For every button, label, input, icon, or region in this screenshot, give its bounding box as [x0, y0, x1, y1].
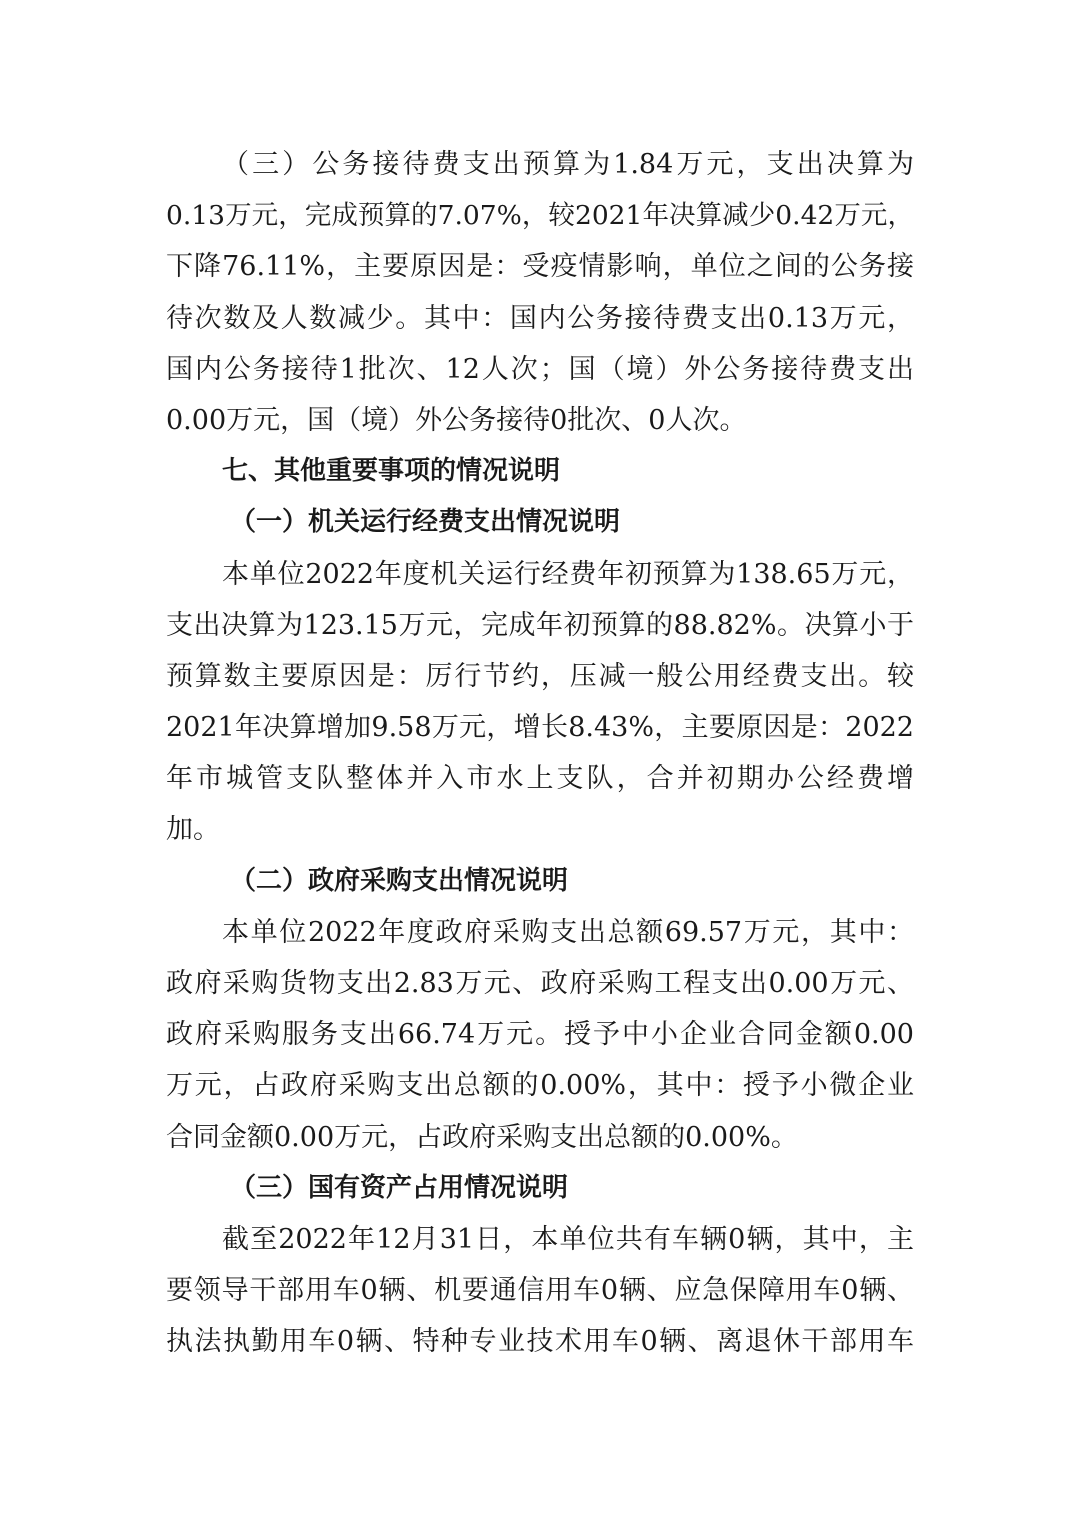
- operating-expenses-paragraph: [166, 549, 914, 856]
- paragraph-line: 0.00万元，国（境）外公务接待0批次、0人次。: [166, 404, 747, 436]
- paragraph-line: 要领导干部用车0辆、机要通信用车0辆、应急保障用车0辆、: [166, 1275, 914, 1307]
- paragraph-line: 万元，占政府采购支出总额的0.00%，其中：授予小微企业: [166, 1070, 914, 1102]
- paragraph-line: 0.13万元，完成预算的7.07%，较2021年决算减少0.42万元，: [166, 200, 914, 232]
- paragraph-line: 截至2022年12月31日，本单位共有车辆0辆，其中，主: [222, 1223, 914, 1255]
- paragraph-line: 加。: [166, 814, 220, 846]
- subsection-heading: （三）国有资产占用情况说明: [230, 1172, 569, 1203]
- subsection-heading: （一）机关运行经费支出情况说明: [230, 507, 621, 538]
- paragraph-line: 本单位2022年度机关运行经费年初预算为138.65万元，: [222, 558, 914, 590]
- paragraph-line: 预算数主要原因是：厉行节约，压减一般公用经费支出。较: [166, 660, 914, 692]
- paragraph-line: 年市城管支队整体并入市水上支队，合并初期办公经费增: [166, 763, 914, 795]
- paragraph-line: 合同金额0.00万元，占政府采购支出总额的0.00%。: [166, 1121, 798, 1153]
- paragraph-line: 2021年决算增加9.58万元，增长8.43%，主要原因是：2022: [166, 712, 914, 744]
- assets-paragraph: [166, 1214, 914, 1368]
- paragraph-line: 本单位2022年度政府采购支出总额69.57万元，其中：: [222, 916, 914, 948]
- paragraph-line: 待次数及人数减少。其中：国内公务接待费支出0.13万元，: [166, 302, 914, 334]
- paragraph-line: 执法执勤用车0辆、特种专业技术用车0辆、离退休干部用车: [166, 1326, 914, 1358]
- paragraph-line: 政府采购服务支出66.74万元。授予中小企业合同金额0.00: [166, 1019, 914, 1051]
- paragraph-line: 政府采购货物支出2.83万元、政府采购工程支出0.00万元、: [166, 968, 914, 999]
- section-heading: 七、其他重要事项的情况说明: [222, 456, 561, 487]
- document-page: [166, 139, 914, 1368]
- procurement-paragraph: [166, 907, 914, 1163]
- paragraph-line: 国内公务接待1批次、12人次；国（境）外公务接待费支出: [166, 353, 914, 385]
- subsection-heading: （二）政府采购支出情况说明: [230, 865, 569, 896]
- paragraph-line: 支出决算为123.15万元，完成年初预算的88.82%。决算小于: [166, 609, 914, 641]
- paragraph-line: （三）公务接待费支出预算为1.84万元，支出决算为: [222, 149, 914, 180]
- reception-expense-paragraph: [166, 139, 914, 446]
- paragraph-line: 下降76.11%，主要原因是：受疫情影响，单位之间的公务接: [166, 251, 914, 283]
